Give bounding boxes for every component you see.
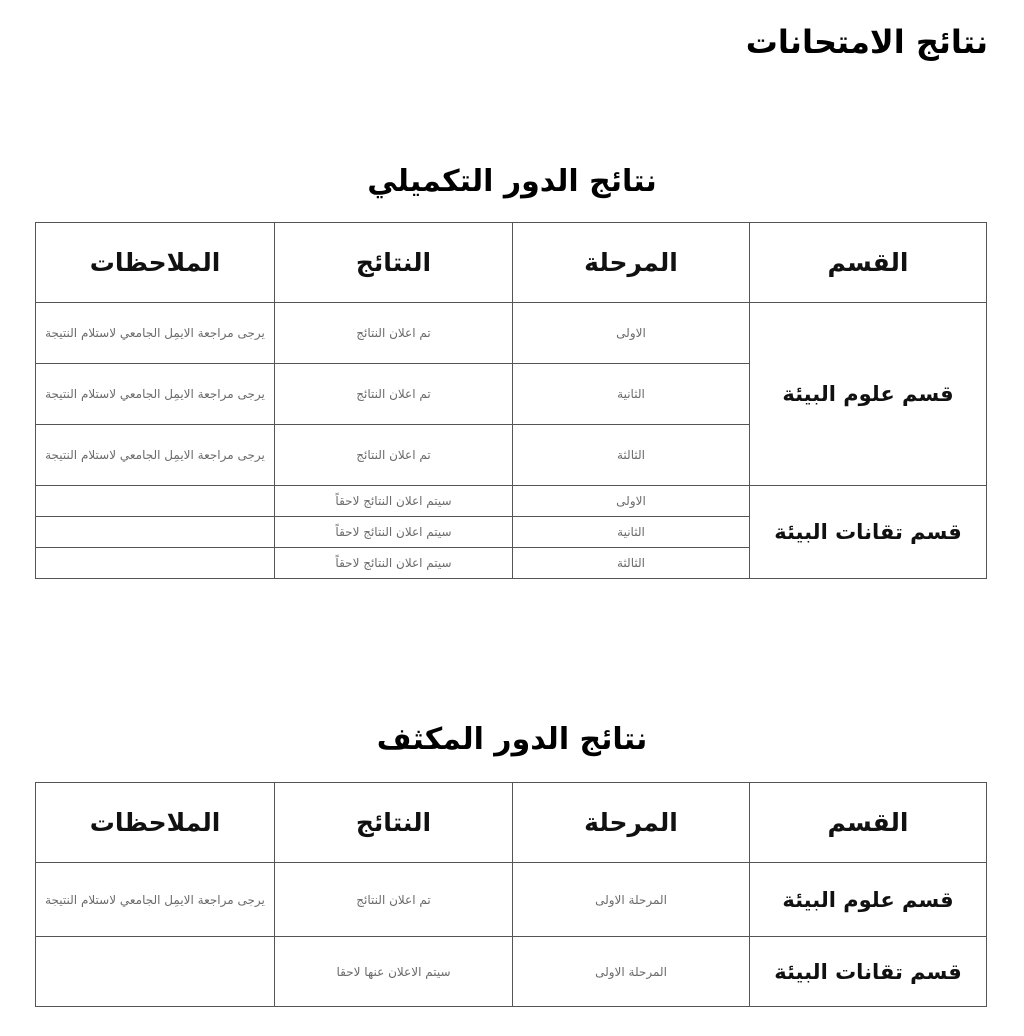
department-cell: قسم تقانات البيئة — [750, 486, 987, 579]
stage-cell: الثالثة — [513, 425, 750, 486]
table-header-row — [36, 223, 987, 303]
note-cell: يرجى مراجعة الايمِل الجامعي لاستلام النتيجة — [36, 863, 275, 937]
note-cell — [36, 548, 275, 579]
header-department: القسم — [750, 783, 987, 863]
stage-cell: الثانية — [513, 517, 750, 548]
department-cell: قسم علوم البيئة — [750, 863, 987, 937]
supplementary-section-title: نتائج الدور التكميلي — [367, 164, 657, 199]
table-row — [36, 937, 987, 1007]
header-stage: المرحلة — [513, 783, 750, 863]
stage-cell: الثالثة — [513, 548, 750, 579]
supplementary-results-table — [35, 222, 987, 579]
intensive-results-table — [35, 782, 987, 1007]
note-cell — [36, 486, 275, 517]
result-cell: تم اعلان النتائج — [275, 425, 513, 486]
header-results: النتائج — [275, 223, 513, 303]
result-cell: سيتم الاعلان عنها لاحقا — [275, 937, 513, 1007]
department-cell: قسم علوم البيئة — [750, 303, 987, 486]
header-notes: الملاحظات — [36, 783, 275, 863]
table-row — [36, 486, 987, 517]
note-cell: يرجى مراجعة الايمِل الجامعي لاستلام النتيجة — [36, 425, 275, 486]
note-cell: يرجى مراجعة الايمِل الجامعي لاستلام النتيجة — [36, 364, 275, 425]
result-cell: سيتم اعلان النتائج لاحقاً — [275, 517, 513, 548]
header-notes: الملاحظات — [36, 223, 275, 303]
result-cell: تم اعلان النتائج — [275, 303, 513, 364]
department-cell: قسم تقانات البيئة — [750, 937, 987, 1007]
header-results: النتائج — [275, 783, 513, 863]
result-cell: سيتم اعلان النتائج لاحقاً — [275, 486, 513, 517]
note-cell — [36, 937, 275, 1007]
result-cell: تم اعلان النتائج — [275, 863, 513, 937]
stage-cell: الاولى — [513, 486, 750, 517]
intensive-section-title: نتائج الدور المكثف — [376, 722, 648, 757]
stage-cell: الثانية — [513, 364, 750, 425]
stage-cell: الاولى — [513, 303, 750, 364]
result-cell: تم اعلان النتائج — [275, 364, 513, 425]
table-header-row — [36, 783, 987, 863]
result-cell: سيتم اعلان النتائج لاحقاً — [275, 548, 513, 579]
header-stage: المرحلة — [513, 223, 750, 303]
note-cell — [36, 517, 275, 548]
table-row — [36, 863, 987, 937]
table-row — [36, 303, 987, 364]
stage-cell: المرحلة الاولى — [513, 937, 750, 1007]
page-title: نتائج الامتحانات — [745, 23, 988, 61]
header-department: القسم — [750, 223, 987, 303]
note-cell: يرجى مراجعة الايمِل الجامعي لاستلام النتيجة — [36, 303, 275, 364]
stage-cell: المرحلة الاولى — [513, 863, 750, 937]
